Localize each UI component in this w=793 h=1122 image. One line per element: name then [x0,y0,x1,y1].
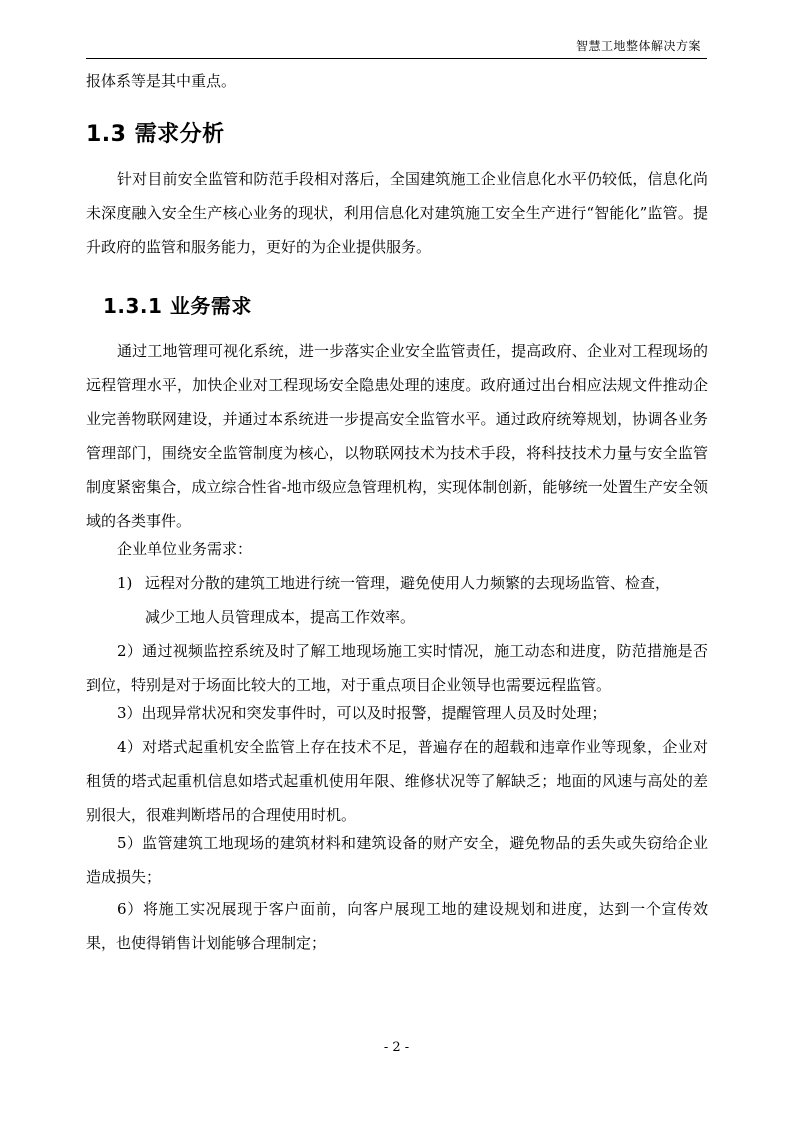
list-item-2: 2）通过视频监控系统及时了解工地现场施工实时情况，施工动态和进度，防范措施是否到位，特别是对于场面比较大的工地，对于重点项目企业领导也需要远程监管。 [86,642,708,694]
section-heading-1-3: 1.3 需求分析 [86,122,225,147]
section-1-3-1-paragraph: 通过工地管理可视化系统，进一步落实企业安全监管责任，提高政府、企业对工程现场的远程管理水平，加快企业对工程现场安全隐患处理的速度。政府通过出台相应法规文件推动企业完善物联网建设，并通过本系统进一步提高安全监管水平。通过政府统筹规划，协调各业务管理部门，围绕安全监管制度为核心，以物联网技术为技术手段，将科技技术力量与安全监管制度紧密集合，成立综合性省-地市级应急管理机构，实现体制创新，能够统一处置生产安全领域的各类事件。 [86,342,708,530]
list-item-1-line1: 远程对分散的建筑工地进行统一管理，避免使用人力频繁的去现场监管、检查， [145,574,671,592]
list-item-3: 3）出现异常状况和突发事件时，可以及时报警，提醒管理人员及时处理； [117,704,607,722]
section-heading-1-3-1: 1.3.1 业务需求 [103,294,252,318]
page-number: - 2 - [383,1040,410,1055]
list-item-5: 5）监管建筑工地现场的建筑材料和建筑设备的财产安全，避免物品的丢失或失窃给企业造成损失； [86,834,708,886]
list-item-1 [117,566,708,634]
list-item-1-number: 1) [117,574,133,592]
section-1-3-paragraph: 针对目前安全监管和防范手段相对落后，全国建筑施工企业信息化水平仍较低，信息化尚未深度融入安全生产核心业务的现状，利用信息化对建筑施工安全生产进行“智能化”监管。提升政府的监管和服务能力，更好的为企业提供服务。 [86,170,708,256]
list-item-6: 6）将施工实况展现于客户面前，向客户展现工地的建设规划和进度，达到一个宣传效果，也使得销售计划能够合理制定； [86,900,708,952]
list-item-1-line2: 减少工地人员管理成本，提高工作效率。 [145,608,416,626]
carry-over-paragraph: 报体系等是其中重点。 [86,72,237,90]
header-divider [86,58,707,59]
list-item-4: 4）对塔式起重机安全监管上存在技术不足，普遍存在的超载和违章作业等现象，企业对租赁的塔式起重机信息如塔式起重机使用年限、维修状况等了解缺乏；地面的风速与高处的差别很大，很难判断塔吊的合理使用时机。 [86,738,708,824]
list-intro: 企业单位业务需求： [117,540,253,558]
header-title: 智慧工地整体解决方案 [575,39,701,53]
